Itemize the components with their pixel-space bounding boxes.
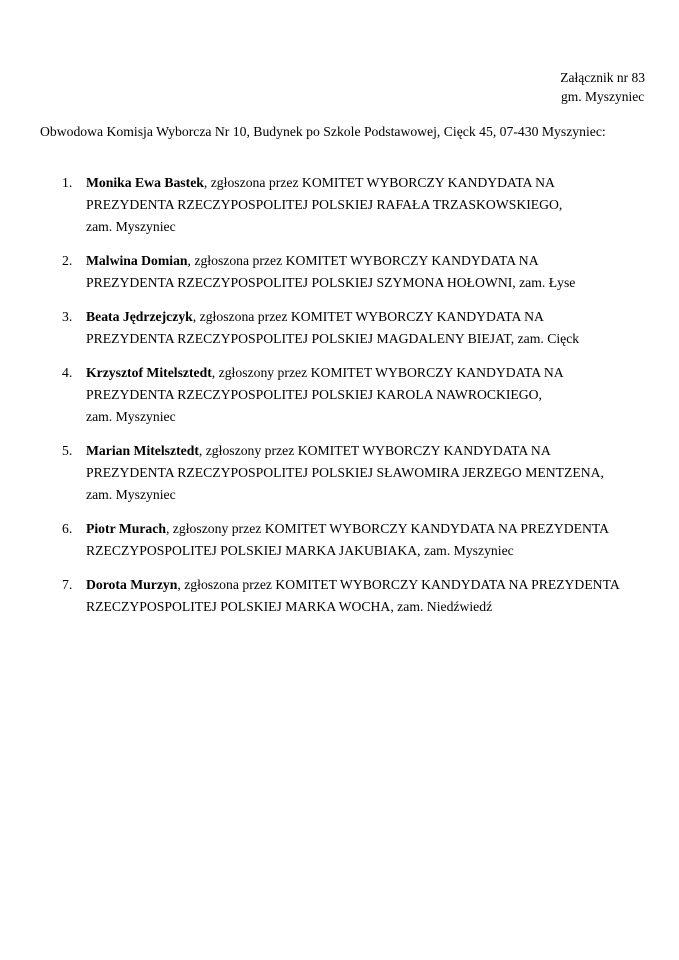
candidate-text-line bbox=[86, 362, 679, 384]
candidate-nomination-text: , zgłoszony przez KOMITET WYBORCZY KANDYDATA NA PREZYDENTA bbox=[165, 521, 610, 536]
candidate-text-line bbox=[86, 518, 679, 540]
candidate-text-line bbox=[86, 250, 679, 272]
candidate-number: 7. bbox=[62, 577, 73, 592]
candidate-entry bbox=[0, 172, 679, 238]
candidate-number: 3. bbox=[62, 309, 73, 324]
candidate-nomination-text: , zgłoszona przez KOMITET WYBORCZY KANDYDATA NA bbox=[192, 309, 544, 324]
candidate-text-line: RZECZYPOSPOLITEJ POLSKIEJ MARKA WOCHA, zam. Niedźwiedź bbox=[86, 599, 493, 614]
candidate-text-line: PREZYDENTA RZECZYPOSPOLITEJ POLSKIEJ SZYMONA HOŁOWNI, zam. Łyse bbox=[86, 275, 576, 290]
candidate-entry bbox=[0, 440, 679, 506]
candidate-name: Piotr Murach bbox=[86, 521, 166, 536]
candidate-text bbox=[86, 172, 679, 238]
candidate-name: Marian Mitelsztedt bbox=[86, 443, 199, 458]
candidate-text-line: RZECZYPOSPOLITEJ POLSKIEJ MARKA JAKUBIAKA, zam. Myszyniec bbox=[86, 543, 514, 558]
candidate-number: 4. bbox=[62, 365, 73, 380]
candidate-entry bbox=[0, 306, 679, 350]
candidate-text-line: zam. Myszyniec bbox=[86, 487, 176, 502]
document-header bbox=[560, 68, 645, 106]
candidate-entry bbox=[0, 574, 679, 618]
candidate-text-line: zam. Myszyniec bbox=[86, 219, 176, 234]
candidate-number: 2. bbox=[62, 253, 73, 268]
candidate-number: 1. bbox=[62, 175, 73, 190]
candidate-nomination-text: , zgłoszona przez KOMITET WYBORCZY KANDYDATA NA bbox=[203, 175, 555, 190]
candidate-text-line: PREZYDENTA RZECZYPOSPOLITEJ POLSKIEJ RAFAŁA TRZASKOWSKIEGO, bbox=[86, 197, 563, 212]
candidate-text-line: PREZYDENTA RZECZYPOSPOLITEJ POLSKIEJ MAGDALENY BIEJAT, zam. Cięck bbox=[86, 331, 580, 346]
candidate-text bbox=[86, 440, 679, 506]
candidate-nomination-text: , zgłoszona przez KOMITET WYBORCZY KANDYDATA NA PREZYDENTA bbox=[177, 577, 620, 592]
candidate-number: 6. bbox=[62, 521, 73, 536]
candidate-text-line: PREZYDENTA RZECZYPOSPOLITEJ POLSKIEJ KAROLA NAWROCKIEGO, bbox=[86, 387, 542, 402]
candidate-entry bbox=[0, 518, 679, 562]
candidate-text-line: PREZYDENTA RZECZYPOSPOLITEJ POLSKIEJ SŁAWOMIRA JERZEGO MENTZENA, bbox=[86, 465, 604, 480]
candidate-nomination-text: , zgłoszona przez KOMITET WYBORCZY KANDYDATA NA bbox=[187, 253, 539, 268]
municipality-label: gm. Myszyniec bbox=[561, 89, 645, 104]
candidate-text bbox=[86, 518, 679, 562]
candidate-entry bbox=[0, 362, 679, 428]
candidate-name: Beata Jędrzejczyk bbox=[86, 309, 193, 324]
candidate-name: Dorota Murzyn bbox=[86, 577, 178, 592]
candidate-text bbox=[86, 250, 679, 294]
committee-heading: Obwodowa Komisja Wyborcza Nr 10, Budynek po Szkole Podstawowej, Cięck 45, 07-430 Myszyniec: bbox=[40, 124, 606, 139]
candidate-number: 5. bbox=[62, 443, 73, 458]
candidate-name: Krzysztof Mitelsztedt bbox=[86, 365, 212, 380]
candidate-text-line bbox=[86, 574, 679, 596]
candidate-text-line: zam. Myszyniec bbox=[86, 409, 176, 424]
candidate-entry bbox=[0, 250, 679, 294]
candidate-nomination-text: , zgłoszony przez KOMITET WYBORCZY KANDYDATA NA bbox=[211, 365, 564, 380]
candidate-text-line bbox=[86, 306, 679, 328]
candidate-list bbox=[0, 172, 679, 630]
candidate-text bbox=[86, 574, 679, 618]
candidate-text-line bbox=[86, 172, 679, 194]
candidate-name: Monika Ewa Bastek bbox=[86, 175, 204, 190]
candidate-nomination-text: , zgłoszony przez KOMITET WYBORCZY KANDYDATA NA bbox=[198, 443, 551, 458]
candidate-text-line bbox=[86, 440, 679, 462]
candidate-text bbox=[86, 362, 679, 428]
candidate-text bbox=[86, 306, 679, 350]
attachment-number-label: Załącznik nr 83 bbox=[560, 70, 645, 85]
candidate-name: Malwina Domian bbox=[86, 253, 188, 268]
